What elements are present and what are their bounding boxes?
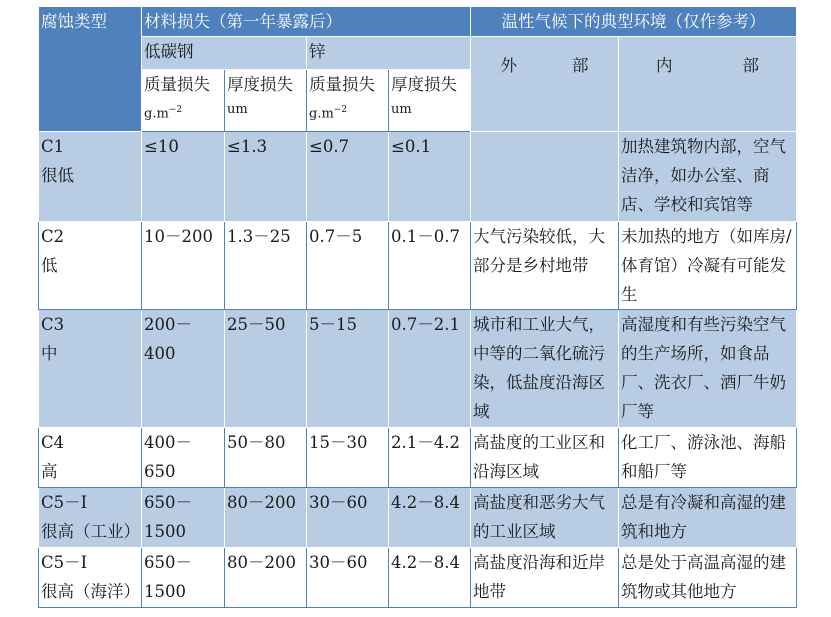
table-row <box>39 488 797 548</box>
category-cell <box>39 488 142 548</box>
interior-cell: 未加热的地方（如库房/体育馆）冷凝有可能发生 <box>619 222 797 310</box>
header-corrosion-type: 腐蚀类型 <box>39 7 142 132</box>
exterior-cell: 高盐度沿海和近岸地带 <box>471 548 619 608</box>
steel-mass-cell: 400－650 <box>142 428 225 488</box>
zinc-thickness-label: 厚度损失 <box>391 75 457 94</box>
zinc-thickness-cell: 4.2－8.4 <box>389 488 471 548</box>
category-cell <box>39 132 142 222</box>
category-level: 高 <box>41 462 58 481</box>
header-exterior-a: 外 <box>500 56 517 75</box>
category-code: C4 <box>41 433 65 452</box>
steel-thickness-cell: 50－80 <box>225 428 307 488</box>
zinc-mass-cell: ≤0.7 <box>307 132 389 222</box>
steel-thickness-cell: 1.3－25 <box>225 222 307 310</box>
steel-mass-label: 质量损失 <box>144 75 210 94</box>
exterior-cell: 大气污染较低，大部分是乡村地带 <box>471 222 619 310</box>
zinc-mass-cell: 30－60 <box>307 488 389 548</box>
header-steel-mass-loss <box>142 70 225 132</box>
category-level: 很高（海洋） <box>41 582 140 601</box>
header-zinc-thickness-loss <box>389 70 471 132</box>
header-steel-thickness-loss <box>225 70 307 132</box>
header-interior <box>619 37 797 132</box>
interior-cell: 加热建筑物内部，空气洁净，如办公室、商店、学校和宾馆等 <box>619 132 797 222</box>
zinc-mass-label: 质量损失 <box>309 75 375 94</box>
category-code: C3 <box>41 315 65 334</box>
zinc-mass-cell: 0.7－5 <box>307 222 389 310</box>
steel-thickness-cell: 80－200 <box>225 548 307 608</box>
steel-thickness-cell: ≤1.3 <box>225 132 307 222</box>
interior-cell: 总是处于高温高湿的建筑物或其他地方 <box>619 548 797 608</box>
table-row <box>39 310 797 428</box>
header-environment: 温性气候下的典型环境（仅作参考） <box>471 7 797 37</box>
category-cell <box>39 428 142 488</box>
steel-thickness-cell: 80－200 <box>225 488 307 548</box>
interior-cell: 化工厂、游泳池、海船和船厂等 <box>619 428 797 488</box>
steel-mass-unit <box>144 99 222 125</box>
steel-mass-cell: 650－1500 <box>142 548 225 608</box>
category-cell <box>39 222 142 310</box>
category-level: 低 <box>41 256 58 275</box>
zinc-thickness-cell: 0.7－2.1 <box>389 310 471 428</box>
zinc-mass-unit-base: g.m <box>309 106 334 122</box>
steel-mass-cell: ≤10 <box>142 132 225 222</box>
corrosion-category-table <box>38 6 797 608</box>
header-exterior <box>471 37 619 132</box>
header-material-loss: 材料损失（第一年暴露后） <box>142 7 471 37</box>
steel-mass-unit-base: g.m <box>144 106 169 122</box>
zinc-mass-cell: 15－30 <box>307 428 389 488</box>
steel-thickness-cell: 25－50 <box>225 310 307 428</box>
category-code: C2 <box>41 227 65 246</box>
header-exterior-b: 部 <box>572 56 589 75</box>
steel-mass-cell: 200－400 <box>142 310 225 428</box>
category-code: C1 <box>41 137 65 156</box>
zinc-mass-unit-exp: −2 <box>333 105 348 115</box>
header-interior-a: 内 <box>656 56 673 75</box>
category-cell <box>39 548 142 608</box>
header-interior-b: 部 <box>742 56 759 75</box>
steel-thickness-unit: um <box>227 102 248 117</box>
exterior-cell <box>471 132 619 222</box>
zinc-thickness-cell: 2.1－4.2 <box>389 428 471 488</box>
exterior-cell: 高盐度的工业区和沿海区域 <box>471 428 619 488</box>
category-level: 中 <box>41 344 58 363</box>
header-low-carbon-steel: 低碳钢 <box>142 37 307 70</box>
interior-cell: 高湿度和有些污染空气的生产场所，如食品厂、洗衣厂、酒厂牛奶厂等 <box>619 310 797 428</box>
category-code: C5－I <box>41 493 88 512</box>
zinc-mass-unit <box>309 99 386 125</box>
zinc-mass-cell: 30－60 <box>307 548 389 608</box>
category-code: C5－I <box>41 553 88 572</box>
zinc-thickness-cell: 4.2－8.4 <box>389 548 471 608</box>
category-level: 很低 <box>41 166 74 185</box>
table-row <box>39 548 797 608</box>
steel-thickness-label: 厚度损失 <box>227 75 293 94</box>
table-row <box>39 132 797 222</box>
zinc-thickness-cell: ≤0.1 <box>389 132 471 222</box>
exterior-cell: 城市和工业大气，中等的二氧化硫污染，低盐度沿海区域 <box>471 310 619 428</box>
interior-cell: 总是有冷凝和高湿的建筑和地方 <box>619 488 797 548</box>
steel-mass-unit-exp: −2 <box>168 105 183 115</box>
zinc-mass-cell: 5－15 <box>307 310 389 428</box>
zinc-thickness-cell: 0.1－0.7 <box>389 222 471 310</box>
category-level: 很高（工业） <box>41 522 140 541</box>
table-row <box>39 222 797 310</box>
table-row <box>39 428 797 488</box>
header-zinc: 锌 <box>307 37 471 70</box>
category-cell <box>39 310 142 428</box>
zinc-thickness-unit: um <box>391 102 412 117</box>
exterior-cell: 高盐度和恶劣大气的工业区域 <box>471 488 619 548</box>
steel-mass-cell: 10－200 <box>142 222 225 310</box>
steel-mass-cell: 650－1500 <box>142 488 225 548</box>
header-zinc-mass-loss <box>307 70 389 132</box>
